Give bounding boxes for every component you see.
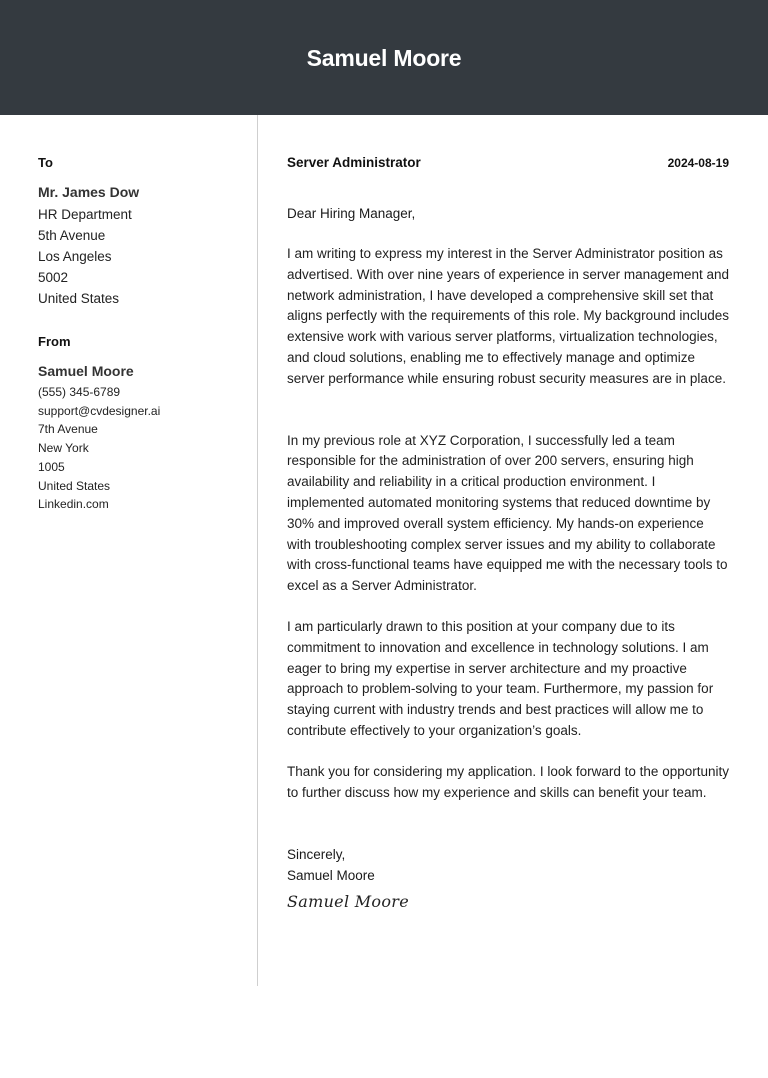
sidebar bbox=[38, 155, 248, 514]
letter-date: 2024-08-19 bbox=[667, 156, 729, 170]
paragraph-2: In my previous role at XYZ Corporation, I successfully led a team responsible for the administration of over 200 servers, ensuring high availability and reliability in a critical production environment. I implemented automated monitoring systems that reduced downtime by 30% and improved overall system efficiency. My hands-on experience with troubleshooting complex server issues and my ability to collaborate with cross-functional teams have equipped me with the necessary tools to excel as a Server Administrator. bbox=[287, 432, 728, 594]
sender-linkedin: Linkedin.com bbox=[38, 497, 109, 512]
closing-name: Samuel Moore bbox=[287, 868, 375, 884]
to-label: To bbox=[38, 155, 53, 170]
paragraph-3: I am particularly drawn to this position at your company due to its commitment to innovation and excellence in technology solutions. I am eager to bring my expertise in server architecture and my proactive approach to problem-solving to your team. Furthermore, my passion for staying current with industry trends and best practices will allow me to contribute effectively to your organization’s goals. bbox=[287, 618, 714, 738]
job-title: Server Administrator bbox=[287, 155, 421, 170]
recipient-street: 5th Avenue bbox=[38, 228, 106, 243]
recipient-country: United States bbox=[38, 291, 120, 306]
header-banner bbox=[0, 0, 768, 115]
sender-postcode: 1005 bbox=[38, 459, 65, 474]
salutation: Dear Hiring Manager, bbox=[287, 206, 416, 221]
recipient-postcode: 5002 bbox=[38, 270, 69, 285]
recipient-city: Los Angeles bbox=[38, 249, 112, 264]
closing-phrase: Sincerely, bbox=[287, 847, 346, 863]
closing bbox=[287, 844, 729, 886]
letter-title-row bbox=[287, 155, 729, 170]
paragraph-4: Thank you for considering my application. I look forward to the opportunity to further discuss how my experience and skills can benefit your team. bbox=[287, 763, 729, 800]
letter-body bbox=[287, 155, 729, 911]
sender-street: 7th Avenue bbox=[38, 422, 98, 437]
sender-country: United States bbox=[38, 478, 111, 493]
recipient-department: HR Department bbox=[38, 207, 132, 222]
applicant-name-heading: Samuel Moore bbox=[306, 45, 462, 71]
sender-phone: (555) 345-6789 bbox=[38, 385, 121, 399]
sender-contact bbox=[38, 383, 248, 514]
paragraph-1: I am writing to express my interest in the Server Administrator position as advertised. With over nine years of experience in server management and network administration, I have developed a comprehensive skill set that aligns perfectly with the requirements of this role. My background includes extensive work with various server platforms, virtualization technologies, and cloud solutions, enabling me to effectively manage and optimize server performance while ensuring robust security measures are in place. bbox=[287, 246, 729, 386]
recipient-name: Mr. James Dow bbox=[38, 184, 140, 200]
sender-name: Samuel Moore bbox=[38, 363, 134, 379]
recipient-address bbox=[38, 204, 248, 309]
from-label: From bbox=[38, 334, 71, 349]
column-divider bbox=[257, 115, 258, 986]
sender-email: support@cvdesigner.ai bbox=[38, 403, 161, 418]
sender-city: New York bbox=[38, 441, 89, 456]
handwritten-signature: Samuel Moore bbox=[287, 892, 410, 912]
